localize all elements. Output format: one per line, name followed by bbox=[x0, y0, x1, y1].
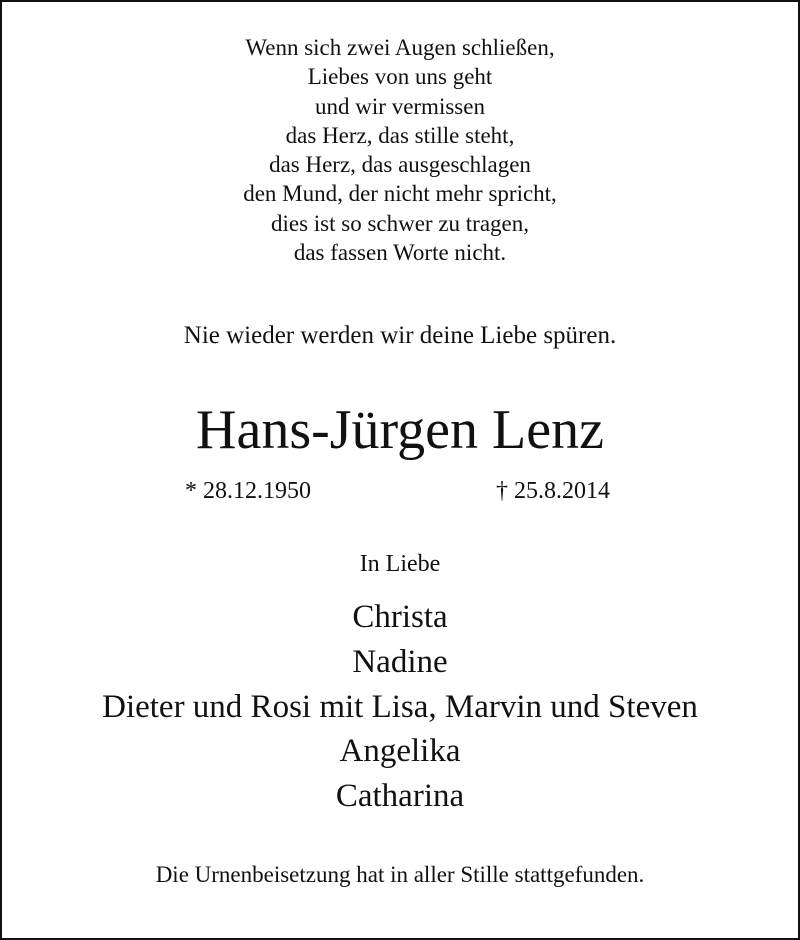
mourner-name: Dieter und Rosi mit Lisa, Marvin und Steven bbox=[102, 688, 698, 725]
poem-line: Wenn sich zwei Augen schließen, bbox=[245, 35, 555, 60]
mourner-name: Angelika bbox=[339, 733, 461, 770]
poem-line: das Herz, das ausgeschlagen bbox=[269, 152, 531, 178]
mourner-name: Nadine bbox=[352, 643, 448, 680]
birth-date: * 28.12.1950 bbox=[185, 478, 311, 504]
memorial-poem bbox=[2, 33, 798, 267]
in-love-label: In Liebe bbox=[359, 551, 441, 577]
memorial-quote: Nie wieder werden wir deine Liebe spüren. bbox=[183, 322, 617, 349]
poem-line: Liebes von uns geht bbox=[307, 64, 493, 90]
death-date: † 25.8.2014 bbox=[496, 478, 610, 504]
poem-line: dies ist so schwer zu tragen, bbox=[270, 210, 530, 236]
mourner-name: Christa bbox=[352, 599, 448, 635]
poem-line: das fassen Worte nicht. bbox=[293, 240, 507, 266]
poem-line: und wir vermissen bbox=[315, 93, 485, 119]
mourners-list bbox=[2, 595, 798, 819]
deceased-name: Hans-Jürgen Lenz bbox=[196, 399, 604, 461]
burial-note: Die Urnenbeisetzung hat in aller Stille stattgefunden. bbox=[155, 862, 645, 887]
poem-line: den Mund, der nicht mehr spricht, bbox=[243, 181, 557, 207]
poem-line: das Herz, das stille steht, bbox=[285, 122, 515, 148]
mourner-name: Catharina bbox=[335, 778, 465, 815]
